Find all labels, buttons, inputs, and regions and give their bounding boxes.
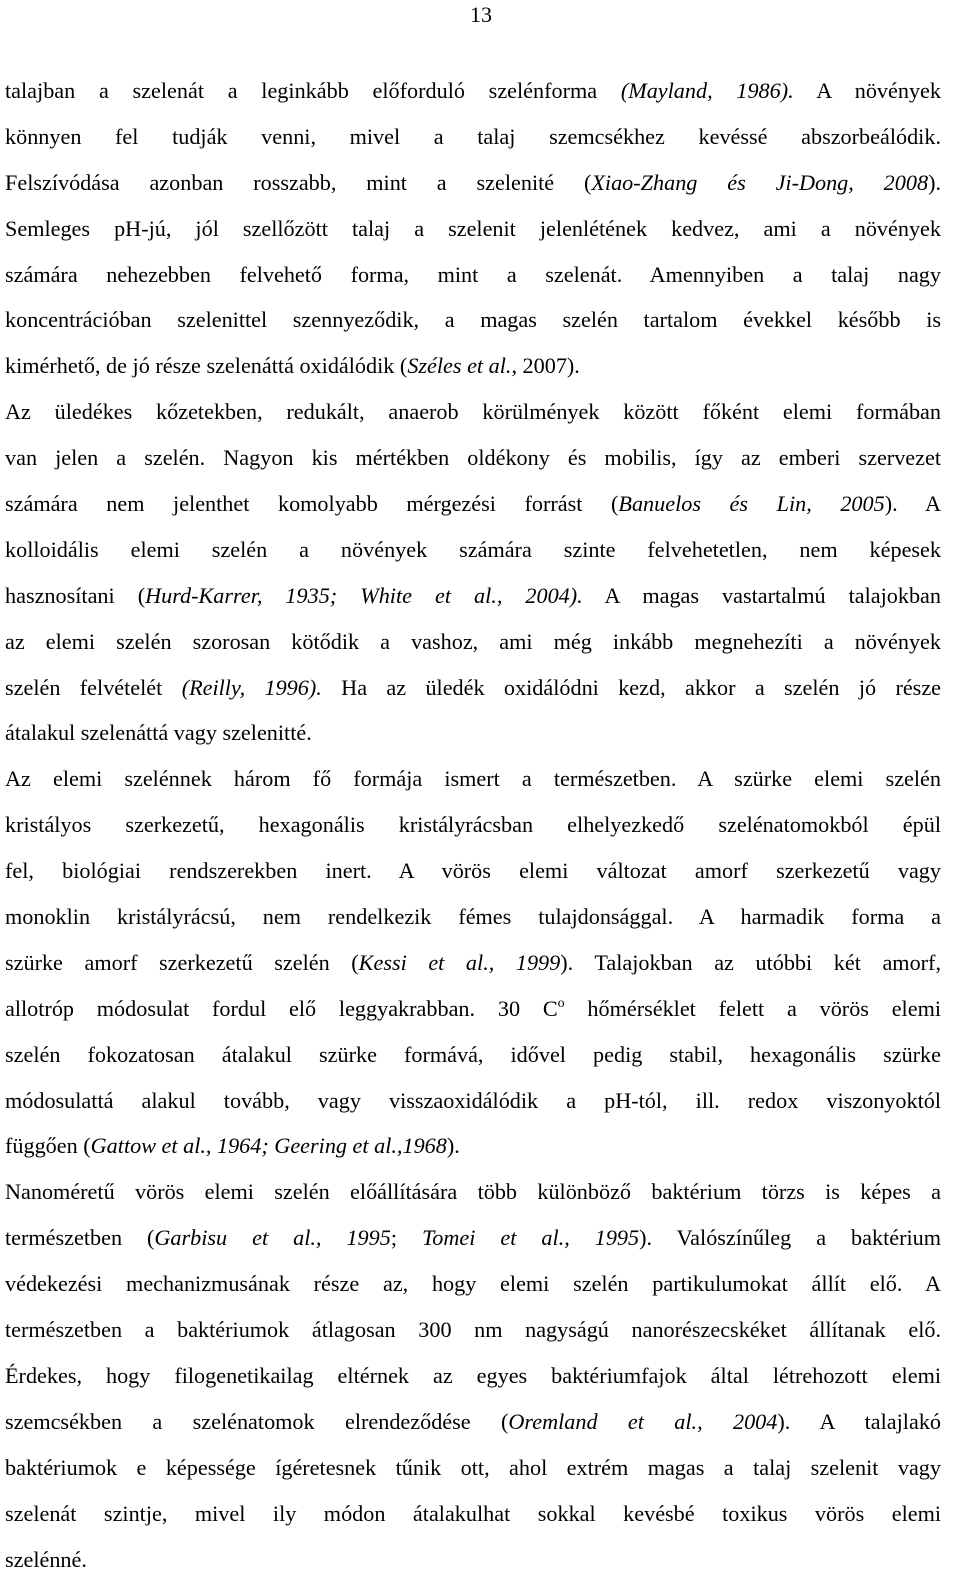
text-line	[5, 481, 941, 527]
text-run: allotróp módosulat fordul elő leggyakrabban. 30 C	[5, 995, 558, 1021]
text-line	[5, 665, 941, 711]
text-line	[5, 894, 941, 940]
text-run: Felszívódása azonban rosszabb, mint a szelenité (	[5, 169, 592, 195]
text-run: szelénné.	[5, 1546, 87, 1572]
text-run: ).	[446, 1133, 460, 1159]
text-run: talajban a szelenát a leginkább előforduló szelénforma	[5, 78, 621, 103]
text-line	[5, 619, 941, 665]
text-run: kimérhető, de jó része szelenáttá oxidálódik (	[5, 353, 408, 379]
text-line	[5, 848, 941, 894]
text-line	[5, 940, 941, 986]
text-run: az elemi szelén szorosan kötődik a vashoz, ami még inkább megnehezíti a növények	[5, 628, 941, 654]
text-run: Érdekes, hogy filogenetikailag eltérnek az egyes baktériumfajok által létrehozott elemi	[5, 1362, 941, 1388]
citation: Kessi et al., 1999	[358, 949, 561, 975]
text-line	[5, 1169, 941, 1215]
text-run: Az üledékes kőzetekben, redukált, anaerob körülmények között főként elemi formában	[5, 399, 941, 425]
text-run: Ha az üledék oxidálódni kezd, akkor a szelén jó része	[321, 674, 942, 700]
text-run: baktériumok e képessége ígéretesnek tűnik ott, ahol extrém magas a talaj szelenit vagy	[5, 1454, 941, 1480]
text-line	[5, 802, 941, 848]
text-run: szelenát szintje, mivel ily módon átalakulhat sokkal kevésbé toxikus vörös elemi	[5, 1500, 941, 1526]
text-run: szürke amorf szerkezetű szelén (	[5, 949, 359, 975]
text-run: ). Talajokban az utóbbi két amorf,	[560, 949, 941, 975]
text-run: , 2007).	[511, 353, 580, 379]
text-run: függően (	[5, 1133, 91, 1159]
citation: Széles et al.	[407, 353, 512, 379]
text-line	[5, 1353, 941, 1399]
text-run: módosulattá alakul tovább, vagy visszaoxidálódik a pH-tól, ill. redox viszonyoktól	[5, 1087, 941, 1113]
text-line	[5, 573, 941, 619]
text-run: könnyen fel tudják venni, mivel a talaj szemcsékhez kevéssé abszorbeálódik.	[5, 123, 941, 149]
text-run: védekezési mechanizmusának része az, hogy elemi szelén partikulumokat állít elő. A	[5, 1271, 941, 1297]
text-run: ). Valószínűleg a baktérium	[639, 1225, 941, 1251]
text-run: ).	[928, 169, 941, 195]
citation: (Mayland, 1986).	[620, 78, 794, 103]
text-run: természetben (	[5, 1225, 155, 1251]
text-line	[5, 114, 941, 160]
text-line	[5, 1307, 941, 1353]
text-run: van jelen a szelén. Nagyon kis mértékben oldékony és mobilis, így az emberi szervezet	[5, 445, 941, 471]
text-line	[5, 1261, 941, 1307]
text-line	[5, 527, 941, 573]
text-line	[5, 1032, 941, 1078]
text-run: Semleges pH-jú, jól szellőzött talaj a szelenit jelenlétének kedvez, ami a növények	[5, 215, 941, 241]
body-text	[5, 68, 941, 1582]
text-run: Az elemi szelénnek három fő formája ismert a természetben. A szürke elemi szelén	[5, 766, 941, 792]
text-line	[5, 206, 941, 252]
paragraph	[5, 68, 941, 389]
paragraph	[5, 756, 941, 1169]
citation: Hurd-Karrer, 1935; White et al., 2004).	[145, 582, 583, 608]
citation: Garbisu et al., 1995	[154, 1225, 391, 1251]
page-number: 13	[470, 2, 492, 27]
text-run: szelén fokozatosan átalakul szürke formává, idővel pedig stabil, hexagonális szürke	[5, 1041, 941, 1067]
text-line	[5, 1215, 941, 1261]
text-run: szemcsékben a szelénatomok elrendeződése (	[5, 1408, 509, 1434]
paragraph	[5, 1169, 941, 1582]
text-run: hőmérséklet felett a vörös elemi	[564, 995, 941, 1021]
text-line	[5, 160, 941, 206]
text-run: ). A	[884, 491, 942, 517]
text-run: ). A talajlakó	[777, 1408, 942, 1434]
text-run: természetben a baktériumok átlagosan 300 nm nagyságú nanorészecskéket állítanak elő.	[5, 1317, 941, 1343]
text-line	[5, 1078, 941, 1124]
text-run: hasznosítani (	[5, 582, 146, 608]
text-line	[5, 986, 941, 1032]
text-line	[5, 1491, 941, 1537]
text-run: monoklin kristályrácsú, nem rendelkezik fémes tulajdonsággal. A harmadik forma a	[5, 904, 941, 930]
paragraph	[5, 389, 941, 756]
text-run: Nanoméretű vörös elemi szelén előállítására több különböző baktérium törzs is képes a	[5, 1179, 941, 1205]
text-line	[5, 297, 941, 343]
citation: Gattow et al., 1964; Geering et al.,1968	[90, 1133, 447, 1159]
citation: Oremland et al., 2004	[508, 1408, 778, 1434]
citation: (Reilly, 1996).	[181, 674, 322, 700]
text-run: szelén felvételét	[5, 674, 182, 700]
text-run: számára nem jelenthet komolyabb mérgezési forrást (	[5, 491, 619, 517]
text-line	[5, 435, 941, 481]
text-line	[5, 1399, 941, 1445]
text-run: koncentrációban szelenittel szennyeződik, a magas szelén tartalom évekkel később is	[5, 307, 941, 333]
superscript: o	[557, 995, 565, 1011]
citation: Xiao-Zhang és Ji-Dong, 2008	[591, 169, 929, 195]
text-line	[5, 756, 941, 802]
text-line	[5, 389, 941, 435]
citation: Banuelos és Lin, 2005	[618, 491, 885, 517]
citation: Tomei et al., 1995	[421, 1225, 640, 1251]
text-run: kristályos szerkezetű, hexagonális kristályrácsban elhelyezkedő szelénatomokból épül	[5, 812, 941, 838]
text-run: számára nehezebben felvehető forma, mint a szelenát. Amennyiben a talaj nagy	[5, 261, 941, 287]
text-run: A magas vastartalmú talajokban	[582, 582, 941, 608]
text-run: kolloidális elemi szelén a növények számára szinte felvehetetlen, nem képesek	[5, 536, 941, 562]
text-line	[5, 343, 941, 389]
text-line	[5, 1123, 941, 1169]
text-line	[5, 1537, 941, 1583]
text-run: ;	[390, 1225, 422, 1251]
text-line	[5, 710, 941, 756]
text-line	[5, 252, 941, 298]
text-line	[5, 1445, 941, 1491]
text-run: átalakul szelenáttá vagy szelenitté.	[5, 720, 312, 746]
text-run: A növények	[793, 78, 941, 103]
text-run: fel, biológiai rendszerekben inert. A vörös elemi változat amorf szerkezetű vagy	[5, 858, 941, 884]
text-line	[5, 68, 941, 114]
